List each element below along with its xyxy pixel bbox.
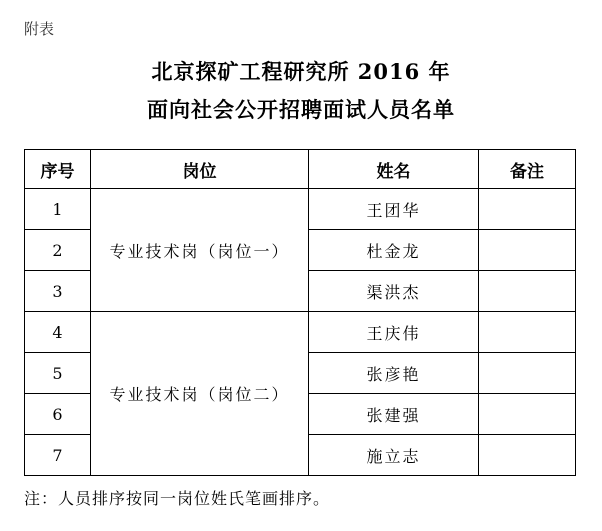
remark-cell [479,312,576,353]
candidate-name: 张建强 [309,394,479,435]
remark-cell [479,435,576,476]
row-serial-number: 5 [25,353,91,394]
candidate-name: 王庆伟 [309,312,479,353]
attachment-label: 附表 [24,20,55,38]
row-serial-number: 1 [25,189,91,230]
table-row [25,312,576,353]
row-serial-number: 2 [25,230,91,271]
row-serial-number: 6 [25,394,91,435]
remark-cell [479,353,576,394]
interview-roster-table [24,149,576,476]
remark-cell [479,189,576,230]
position-cell: 专业技术岗（岗位二） [91,312,309,476]
document-title-line-2: 面向社会公开招聘面试人员名单 [147,97,455,122]
table-header-row [25,150,576,189]
candidate-name: 渠洪杰 [309,271,479,312]
candidate-name: 杜金龙 [309,230,479,271]
header-position: 岗位 [91,150,309,189]
remark-cell [479,271,576,312]
candidate-name: 王团华 [309,189,479,230]
footnote: 注：人员排序按同一岗位姓氏笔画排序。 [24,489,331,508]
candidate-name: 施立志 [309,435,479,476]
remark-cell [479,230,576,271]
position-cell: 专业技术岗（岗位一） [91,189,309,312]
header-remark: 备注 [479,150,576,189]
table-row [25,189,576,230]
header-name: 姓名 [309,150,479,189]
candidate-name: 张彦艳 [309,353,479,394]
remark-cell [479,394,576,435]
row-serial-number: 3 [25,271,91,312]
header-serial-number: 序号 [25,150,91,189]
document-title-line-1: 北京探矿工程研究所 2016 年 [151,59,451,84]
row-serial-number: 7 [25,435,91,476]
row-serial-number: 4 [25,312,91,353]
